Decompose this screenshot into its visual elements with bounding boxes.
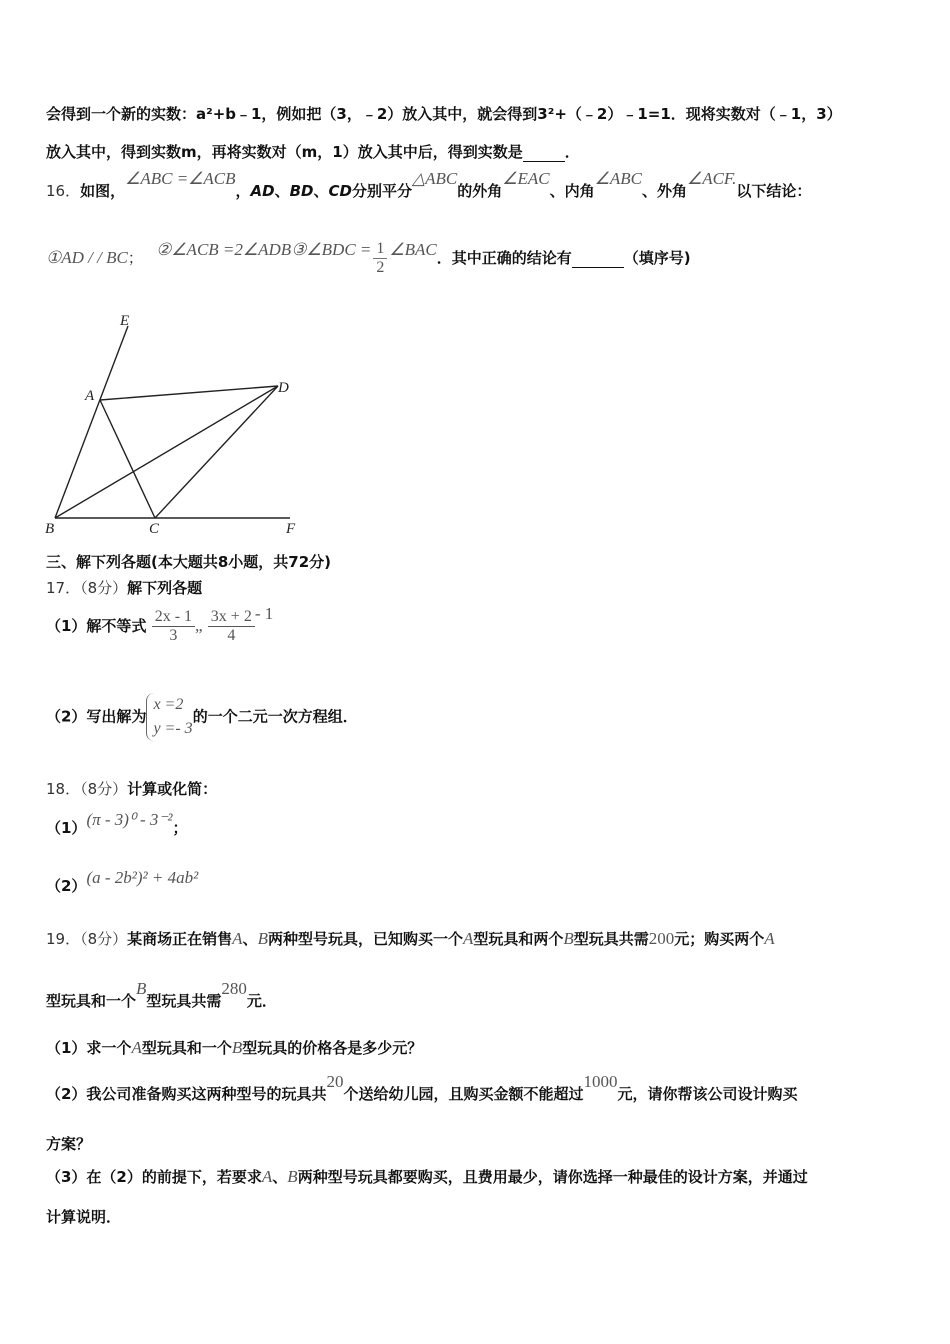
segment-BE — [55, 326, 128, 518]
label-D: D — [278, 380, 289, 396]
p18-q1: （1）(π - 3)⁰ - 3⁻²； — [46, 810, 188, 837]
math-angle-eq: ∠ABC =∠ACB — [125, 169, 236, 188]
expression-2: (a - 2b²)² + 4ab² — [86, 868, 199, 887]
p18-head: 18．（8分）计算或化简： — [46, 780, 218, 798]
label-E: E — [120, 313, 130, 329]
answer-blank — [572, 249, 624, 268]
section-title: 三、解下列各题(本大题共8小题，共72分) — [46, 553, 332, 571]
p17-q1: （1）解不等式 $\frac{2x - 1}{3}$ „ $\frac{3x + 2}{4}$ - 1 — [46, 604, 274, 644]
fraction-half: $\frac{1}{2}$ — [373, 240, 387, 277]
label-B: B — [45, 521, 55, 537]
p15-line1: 会得到一个新的实数：a²+b﹣1，例如把（3，﹣2）放入其中，就会得到3²+（﹣2）﹣1=1．现将实数对（﹣1，3） — [46, 105, 842, 123]
segment-AC — [100, 400, 155, 518]
p19-line2: 型玩具和一个B型玩具共需280元． — [46, 979, 277, 1010]
conclusion-2: ②∠ACB =2∠ADB — [156, 240, 292, 259]
math-angle-eac: ∠EAC — [502, 169, 550, 188]
fraction-2: $\frac{3x + 2}{4}$ — [208, 608, 255, 645]
conclusion-1: ①AD / / BC — [46, 248, 128, 267]
math-angle-acf: ∠ACF. — [686, 169, 737, 188]
math-angle-abc: ∠ABC — [594, 169, 642, 188]
label-A: A — [85, 388, 95, 404]
p19-q2-cont: 方案？ — [46, 1135, 92, 1153]
p16-line1: 16．如图，∠ABC =∠ACB，AD、BD、CD分别平分△ABC的外角∠EAC、内角∠ABC、外角∠ACF.以下结论： — [46, 169, 812, 200]
p19-q3: （3）在（2）的前提下，若要求A、B两种型号玩具都要购买，且费用最少，请你选择一种最佳的设计方案，并通过 — [46, 1167, 808, 1186]
p19-q2: （2）我公司准备购买这两种型号的玩具共20个送给幼儿园，且购买金额不能超过1000元，请你帮该公司设计购买 — [46, 1072, 798, 1103]
p18-q2: （2）(a - 2b²)² + 4ab² — [46, 868, 199, 895]
p16-line2: ①AD / / BC； ②∠ACB =2∠ADB③∠BDC = $\frac{1}{2}$ ∠BAC．其中正确的结论有 （填序号) — [46, 240, 691, 276]
segment-CD — [155, 386, 278, 518]
p19-q1: （1）求一个A型玩具和一个B型玩具的价格各是多少元？ — [46, 1038, 423, 1057]
math-triangle: △ABC — [412, 169, 458, 188]
p15-line2: 放入其中，得到实数m，再将实数对（m，1）放入其中后，得到实数是 ． — [46, 143, 580, 161]
label-F: F — [286, 521, 296, 537]
p17-q2: （2）写出解为 x =2 y =- 3 的一个二元一次方程组． — [46, 693, 358, 741]
p17-head: 17．（8分）解下列各题 — [46, 579, 203, 597]
geometry-figure — [40, 308, 310, 540]
label-C: C — [149, 521, 160, 537]
segment-BD — [55, 386, 278, 518]
p19-line1: 19．（8分）某商场正在销售A、B两种型号玩具，已知购买一个A型玩具和两个B型玩具共需200元；购买两个A — [46, 929, 775, 948]
fraction-1: $\frac{2x - 1}{3}$ — [152, 608, 195, 645]
p19-q3-cont: 计算说明． — [46, 1208, 122, 1226]
answer-blank — [523, 143, 565, 162]
expression-1: (π - 3)⁰ - 3⁻² — [86, 810, 173, 829]
segment-AD — [100, 386, 278, 400]
equation-system-brace: x =2 y =- 3 — [146, 693, 192, 741]
conclusion-3: ③∠BDC = — [291, 240, 372, 259]
